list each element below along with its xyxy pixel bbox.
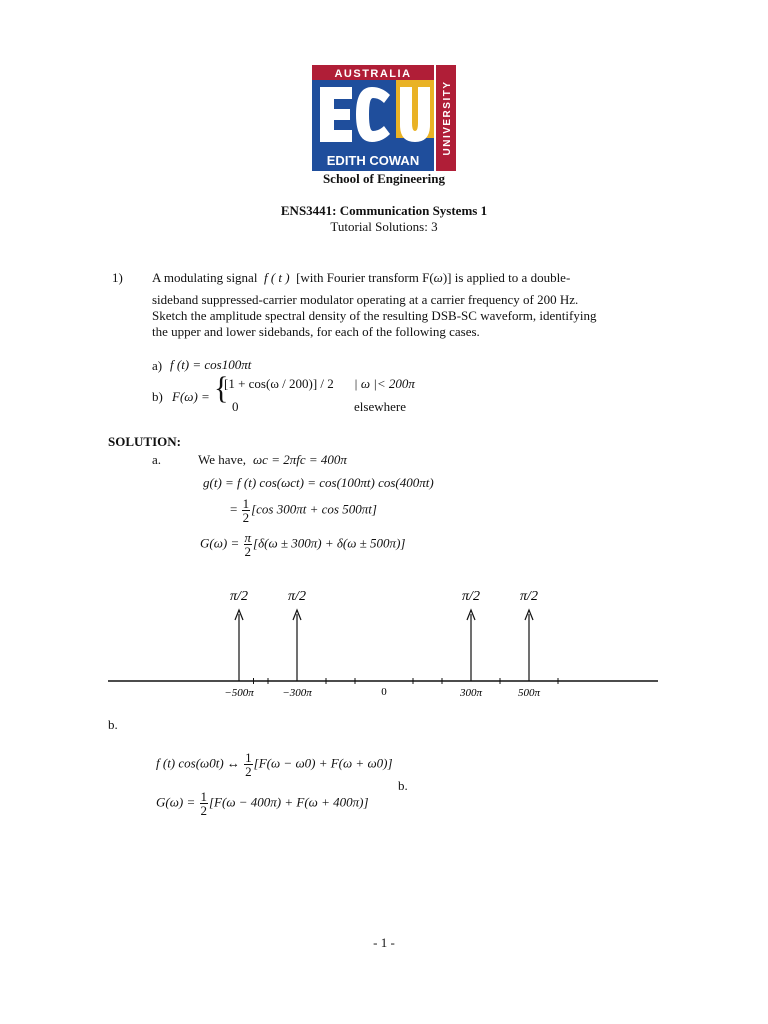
question-number: 1)	[112, 270, 123, 285]
g-equation-line2: = $\frac{1}{2}$ [cos 300πt + cos 500πt]	[230, 496, 377, 525]
case-a-expression: f (t) = cos100πt	[170, 357, 252, 372]
logo-side-text: UNIVERSITY	[442, 80, 453, 156]
zero-label: 0	[381, 686, 387, 698]
course-title: ENS3441: Communication Systems 1	[280, 203, 488, 218]
piecewise-brace: {	[214, 371, 229, 406]
impulse-height-label: π/2	[520, 589, 538, 604]
part-a-label: a.	[152, 452, 162, 467]
impulse-height-label: π/2	[288, 589, 306, 604]
half-fraction: $\frac{1}{2}$	[242, 496, 250, 525]
case-b-row2: 0	[232, 399, 239, 414]
case-b-label: b)	[152, 389, 163, 404]
case-b-lhs: F(ω) =	[172, 389, 210, 404]
question-line-4: the upper and lower sidebands, for each of the following cases.	[152, 324, 480, 339]
G-equation-b: G(ω) = $\frac{1}{2}$ [F(ω − 400π) + F(ω + 400π)]	[156, 789, 369, 818]
frequency-label: −300π	[282, 687, 312, 699]
half-fraction-b1: $\frac{1}{2}$	[245, 750, 252, 779]
part-b-marker: b.	[398, 778, 408, 793]
impulse-height-label: π/2	[230, 589, 248, 604]
case-b-cond1: | ω |< 200π	[354, 376, 415, 391]
half-fraction-b2: $\frac{1}{2}$	[200, 789, 207, 818]
g-equation: g(t) = f (t) cos(ωct) = cos(100πt) cos(400πt)	[203, 475, 434, 490]
frequency-label: 300π	[459, 687, 483, 699]
omega-c-expression: ωc = 2πfc = 400π	[253, 452, 347, 467]
question-line-1: A modulating signal f ( t ) [with Fourier transform F(ω)] is applied to a double-	[152, 270, 571, 285]
pi-half-fraction: $\frac{\pi}{2}$	[244, 530, 252, 559]
case-b-cond2: elsewhere	[354, 399, 406, 414]
question-line-3: Sketch the amplitude spectral density of the resulting DSB-SC waveform, identifying	[152, 308, 597, 323]
question-line-2: sideband suppressed-carrier modulator operating at a carrier frequency of 200 Hz.	[152, 292, 579, 307]
frequency-label: 500π	[517, 687, 541, 699]
page-number: - 1 -	[373, 935, 395, 950]
case-b-row1: [1 + cos(ω / 200)] / 2	[224, 376, 334, 391]
spectrum-sketch	[100, 580, 668, 705]
logo-bottom-text: EDITH COWAN	[326, 153, 420, 168]
solution-heading: SOLUTION:	[108, 434, 181, 449]
logo-letter-e	[320, 87, 352, 142]
tutorial-subtitle: Tutorial Solutions: 3	[330, 219, 438, 234]
logo-top-text: AUSTRALIA	[334, 68, 412, 80]
ecu-logo	[312, 65, 456, 171]
part-b-label: b.	[108, 717, 118, 732]
impulse-height-label: π/2	[462, 589, 480, 604]
G-equation: G(ω) = $\frac{\pi}{2}$ [δ(ω ± 300π) + δ(ω ± 500π)]	[200, 530, 406, 559]
case-a-label: a)	[152, 358, 163, 373]
frequency-label: −500π	[224, 687, 254, 699]
we-have-text: We have,	[198, 452, 247, 467]
school-name: School of Engineering	[322, 171, 446, 186]
modulation-theorem: f (t) cos(ω0t) ↔ $\frac{1}{2}$ [F(ω − ω0) + F(ω + ω0)]	[156, 750, 393, 779]
